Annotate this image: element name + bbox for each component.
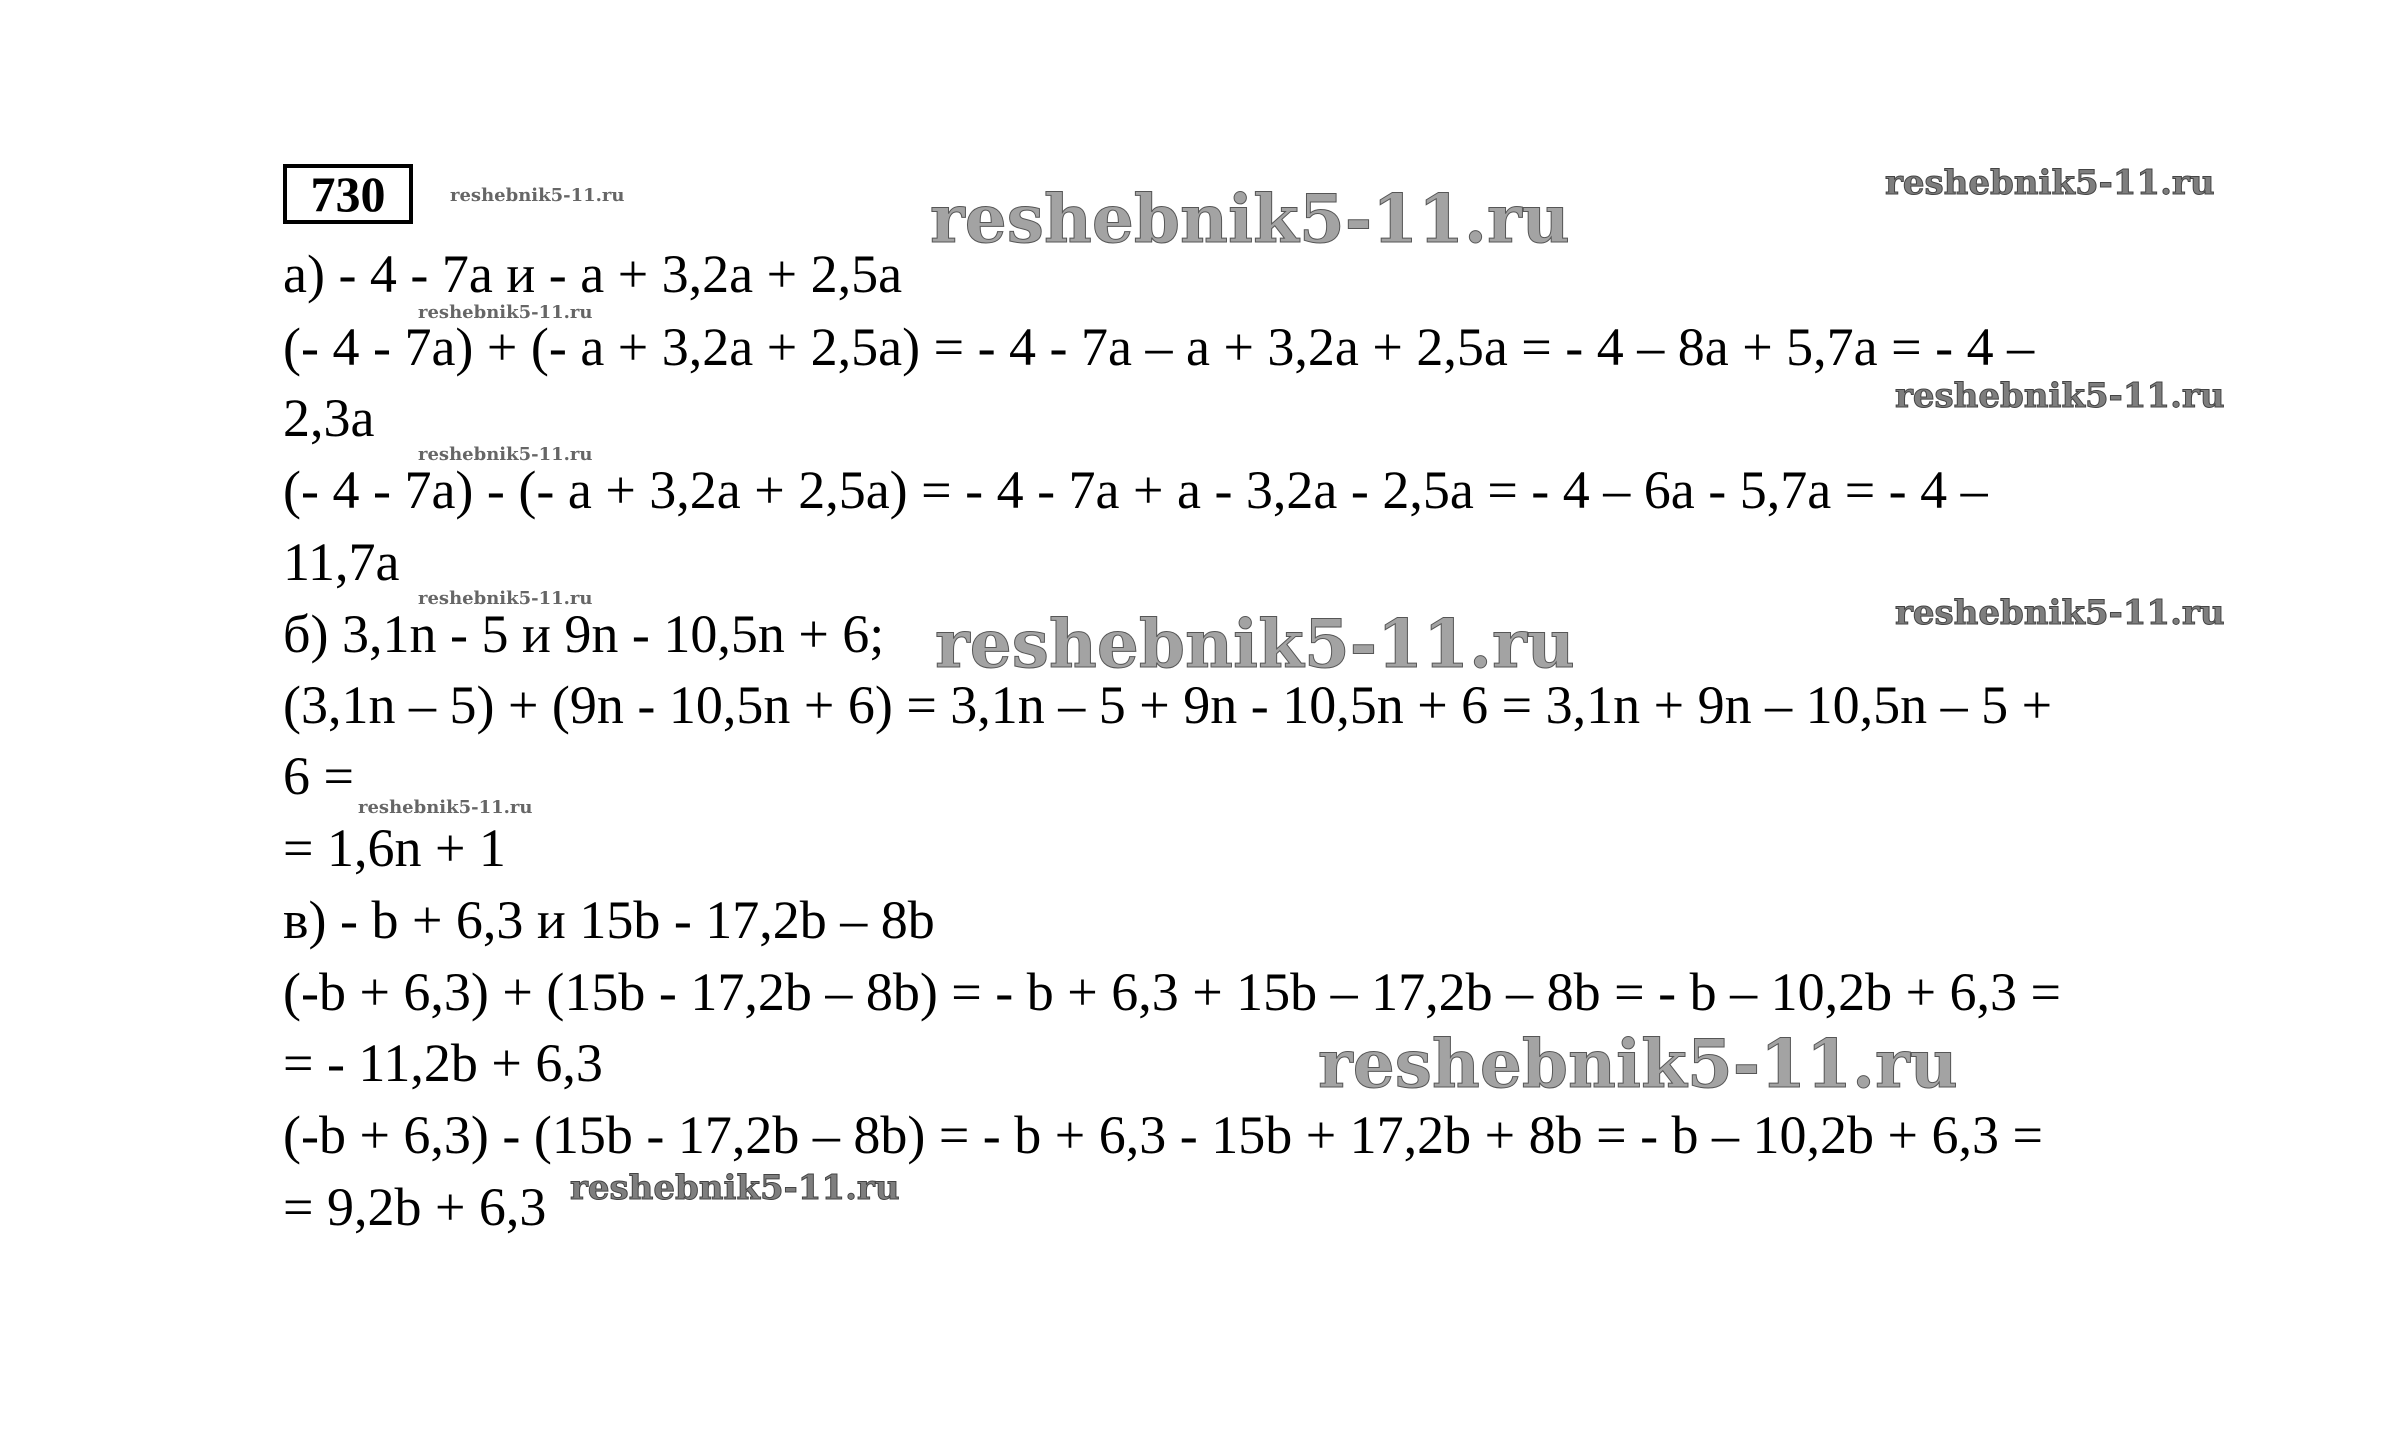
line-a-difference-result: 11,7a	[283, 532, 400, 592]
watermark: reshebnik5-11.ru	[1318, 1025, 1958, 1103]
watermark: reshebnik5-11.ru	[570, 1168, 900, 1208]
watermark: reshebnik5-11.ru	[418, 588, 593, 609]
line-a-sum: (- 4 - 7a) + (- a + 3,2a + 2,5a) = - 4 - 7a – a + 3,2a + 2,5a = - 4 – 8a + 5,7a = - 4 –	[283, 317, 2035, 377]
watermark: reshebnik5-11.ru	[418, 444, 593, 465]
line-a-difference: (- 4 - 7a) - (- a + 3,2a + 2,5a) = - 4 - 7a + a - 3,2a - 2,5a = - 4 – 6a - 5,7a = - 4 –	[283, 460, 1988, 520]
watermark: reshebnik5-11.ru	[1895, 593, 2225, 633]
line-v-condition: в) - b + 6,3 и 15b - 17,2b – 8b	[283, 890, 935, 950]
line-v-difference-result: = 9,2b + 6,3	[283, 1177, 547, 1237]
watermark: reshebnik5-11.ru	[450, 185, 625, 206]
watermark: reshebnik5-11.ru	[1895, 376, 2225, 416]
line-a-sum-result: 2,3a	[283, 388, 375, 448]
watermark: reshebnik5-11.ru	[418, 302, 593, 323]
watermark: reshebnik5-11.ru	[935, 605, 1575, 683]
watermark: reshebnik5-11.ru	[930, 180, 1570, 258]
line-v-sum-result: = - 11,2b + 6,3	[283, 1033, 603, 1093]
line-b-condition: б) 3,1n - 5 и 9n - 10,5n + 6;	[283, 604, 885, 664]
line-a-condition: а) - 4 - 7a и - a + 3,2a + 2,5a	[283, 244, 903, 304]
line-b-sum: (3,1n – 5) + (9n - 10,5n + 6) = 3,1n – 5 + 9n - 10,5n + 6 = 3,1n + 9n – 10,5n – 5 +	[283, 675, 2053, 735]
line-b-sum-result: = 1,6n + 1	[283, 818, 506, 878]
line-v-sum: (-b + 6,3) + (15b - 17,2b – 8b) = - b + 6,3 + 15b – 17,2b – 8b = - b – 10,2b + 6,3 =	[283, 962, 2061, 1022]
watermark: reshebnik5-11.ru	[1885, 163, 2215, 203]
task-number-box: 730	[283, 164, 413, 224]
line-b-sum-cont: 6 =	[283, 746, 354, 806]
line-v-difference: (-b + 6,3) - (15b - 17,2b – 8b) = - b + 6,3 - 15b + 17,2b + 8b = - b – 10,2b + 6,3 =	[283, 1105, 2043, 1165]
watermark: reshebnik5-11.ru	[358, 797, 533, 818]
